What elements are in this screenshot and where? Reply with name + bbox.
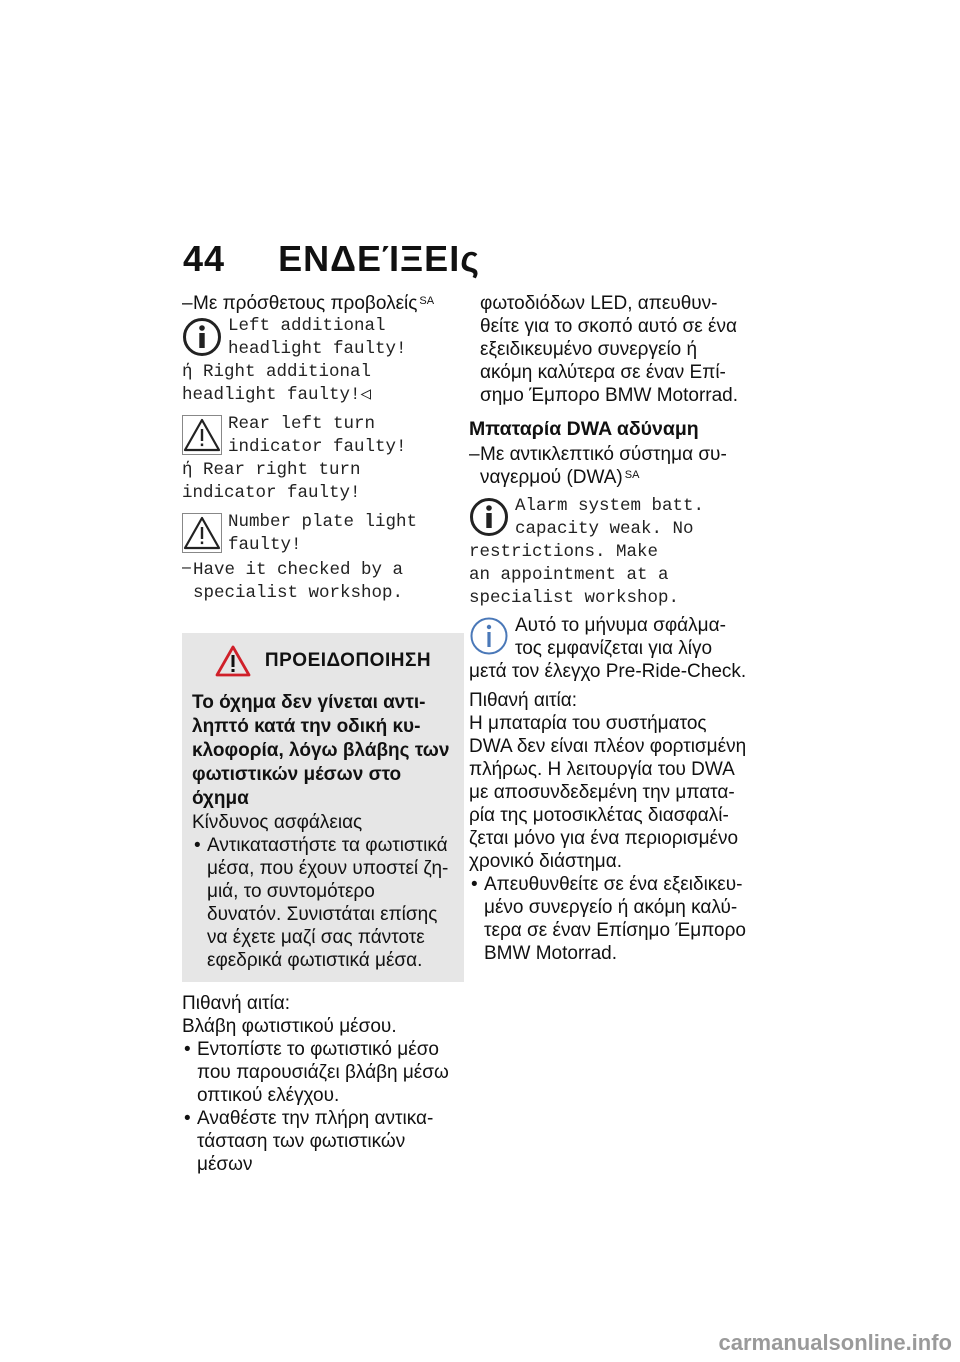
info-icon [182, 317, 222, 357]
message-line: headlight faulty! [228, 339, 407, 359]
list-item: • Εντοπίστε το φωτιστικό μέσο που παρουσιάζει βλάβη μέσω οπτικού ελέγχου. [182, 1038, 454, 1107]
message-line: indicator faulty! [182, 483, 361, 503]
message-line: indicator faulty! [228, 437, 407, 457]
note-info-icon [469, 616, 509, 656]
warning-message-3 [182, 511, 454, 557]
sa-mark: SA [624, 469, 640, 481]
warning-header [192, 645, 454, 677]
warning-message-2 [182, 413, 454, 459]
warning-red-triangle-icon [215, 645, 251, 677]
cause-label: Πιθανή αιτία: [469, 690, 578, 711]
message-line: capacity weak. No [515, 519, 694, 539]
warning-triangle-icon [182, 513, 222, 553]
warning-bullet: • Αντικαταστήστε τα φωτιστικά μέσα, που έχουν υποστεί ζη-μιά, το συντομότερο δυνατόν. Συνιστάται επίσης να έχετε μαζί σας πάντοτε εφεδρικά φωτιστικά μέσα. [192, 834, 454, 972]
message-line: headlight faulty!◁ [182, 385, 372, 405]
note-block [469, 614, 749, 683]
warning-heading: ΠΡΟΕΙΔΟΠΟΙΗΣΗ [264, 650, 432, 671]
warning-risk: Κίνδυνος ασφάλειας [192, 812, 363, 833]
left-column [182, 292, 454, 1176]
note-text: Αυτό το μήνυμα σφάλμα-τος εμφανίζεται για λίγο μετά τον έλεγχο Pre-Ride-Check. [469, 615, 747, 682]
cause-text: Η μπαταρία του συστήματος DWA δεν είναι πλέον φορτισμένη πλήρως. Η λειτουργία του DWA με αποσυνδεδεμένη την μπατα-ρία της μοτοσικλέτας διασφαλί-ζεται μόνο για ένα περιορισμένο χρονικό διάστημα. [469, 713, 747, 872]
message-line: Rear left turn [228, 414, 376, 434]
message-line: restrictions. Make [469, 542, 659, 562]
message-line: Alarm system batt. [515, 496, 705, 516]
continued-text: φωτοδιόδων LED, απευθυν-θείτε για το σκοπό αυτό σε ένα εξειδικευμένο συνεργείο ή ακόμη καλύτερα σε έναν Επί-σημο Έμπορο BMW Motorrad. [480, 293, 739, 406]
cause-label: Πιθανή αιτία: [182, 993, 291, 1014]
warning-box [182, 633, 464, 982]
message-line: specialist workshop. [469, 588, 680, 608]
info-icon [469, 497, 509, 537]
intro-line [182, 292, 454, 315]
message-line: faulty! [228, 535, 302, 555]
message-line: ή Right additional [182, 362, 372, 382]
message-line: ή Rear right turn [182, 460, 361, 480]
info-message-dwa [469, 495, 749, 541]
watermark: carmanualsonline.info [718, 1330, 952, 1355]
list-item: • Απευθυνθείτε σε ένα εξειδικευ-μένο συνεργείο ή ακόμη καλύ-τερα σε έναν Επίσημο Έμπορο BMW Motorrad. [469, 873, 749, 965]
intro-text: Με πρόσθετους προβολείς [193, 293, 418, 314]
page-number: 44 [183, 238, 226, 279]
message-line: an appointment at a [469, 565, 669, 585]
message-line: Left additional [228, 316, 386, 336]
intro-line [469, 443, 749, 489]
info-message-1 [182, 315, 454, 361]
right-column [469, 292, 749, 965]
cause-text: Βλάβη φωτιστικού μέσου. [182, 1016, 397, 1037]
page-title: ΕΝΔΕΊΞΕΙς [278, 238, 480, 279]
message-line: Number plate light [228, 512, 418, 532]
warning-triangle-icon [182, 415, 222, 455]
intro-text: Με αντικλεπτικό σύστημα συ-ναγερμού (DWA) [480, 444, 727, 488]
action-line: specialist workshop. [193, 583, 404, 603]
section-title: Μπαταρία DWA αδύναμη [469, 418, 699, 440]
list-item: • Αναθέστε την πλήρη αντικα-τάσταση των φωτιστικών μέσων [182, 1107, 454, 1176]
page-header [183, 238, 480, 280]
action-step [182, 559, 454, 605]
sa-mark: SA [419, 295, 435, 307]
warning-title: Το όχημα δεν γίνεται αντι-ληπτό κατά την οδική κυ-κλοφορία, λόγω βλάβης των φωτιστικών μέσων στο όχημα [192, 692, 450, 809]
action-line: – Have it checked by a [193, 560, 404, 580]
